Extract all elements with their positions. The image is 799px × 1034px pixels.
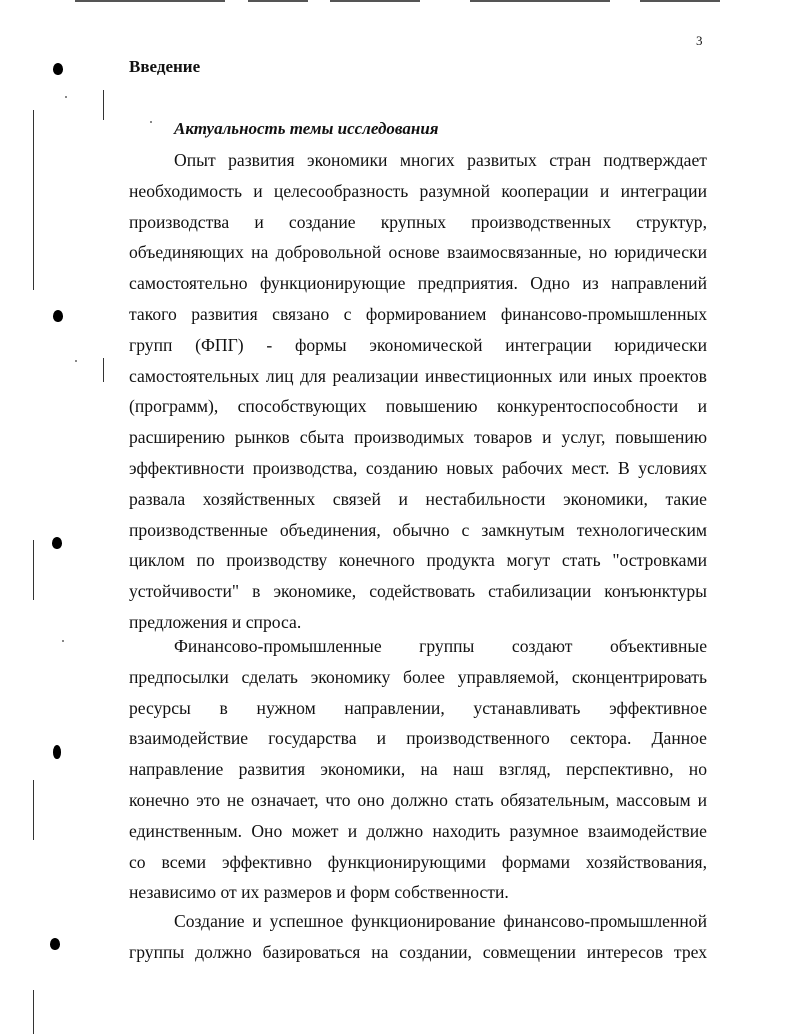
paragraph-1 bbox=[129, 145, 707, 638]
text-line: предложения и спроса. bbox=[129, 611, 302, 632]
text-line: группы должно базироваться на создании, совмещении интересов трех bbox=[129, 941, 707, 962]
scan-speck bbox=[65, 96, 67, 98]
text-line: единственным. Оно может и должно находить разумное взаимодействие bbox=[129, 820, 707, 841]
scan-edge-mark bbox=[640, 0, 720, 2]
scan-edge-mark bbox=[470, 0, 610, 2]
text-line: предпосылки сделать экономику более управляемой, сконцентрировать bbox=[129, 666, 707, 687]
text-line: производственные объединения, обычно с замкнутым технологическим bbox=[129, 519, 707, 540]
text-line: самостоятельно функционирующие предприятия. Одно из направлений bbox=[129, 273, 707, 294]
scan-speck bbox=[75, 360, 77, 362]
text-line: такого развития связано с формированием финансово-промышленных bbox=[129, 303, 707, 324]
text-line: независимо от их размеров и форм собственности. bbox=[129, 882, 509, 903]
text-line: Опыт развития экономики многих развитых стран подтверждает bbox=[174, 150, 707, 170]
scan-edge-mark bbox=[75, 0, 225, 2]
text-line: Создание и успешное функционирование финансово-промышленной bbox=[174, 911, 707, 931]
binding-margin-line bbox=[33, 110, 34, 290]
binding-margin-line bbox=[103, 90, 104, 120]
binding-margin-line bbox=[33, 540, 34, 600]
binding-margin-line bbox=[103, 358, 104, 382]
text-line: эффективности производства, созданию новых рабочих мест. В условиях bbox=[129, 457, 707, 478]
text-line: ресурсы в нужном направлении, устанавливать эффективное bbox=[129, 697, 707, 718]
text-line: взаимодействие государства и производственного сектора. Данное bbox=[129, 728, 707, 749]
scan-speck bbox=[62, 640, 64, 642]
paragraph-2 bbox=[129, 631, 707, 908]
punch-hole-mark bbox=[50, 938, 60, 950]
text-line: направление развития экономики, на наш взгляд, перспективно, но bbox=[129, 759, 707, 780]
text-line: производства и создание крупных производственных структур, bbox=[129, 211, 707, 232]
text-line: объединяющих на добровольной основе взаимосвязанные, но юридически bbox=[129, 242, 707, 263]
punch-hole-mark bbox=[53, 310, 63, 322]
text-line: (программ), способствующих повышению конкурентоспособности и bbox=[129, 396, 707, 417]
subsection-heading: Актуальность темы исследования bbox=[174, 119, 439, 138]
page-number: 3 bbox=[696, 33, 703, 48]
text-line: групп (ФПГ) - формы экономической интеграции юридически bbox=[129, 334, 707, 355]
text-line: развала хозяйственных связей и нестабильности экономики, такие bbox=[129, 488, 707, 509]
scan-edge-mark bbox=[248, 0, 308, 2]
scan-edge-mark bbox=[330, 0, 420, 2]
text-line: расширению рынков сбыта производимых товаров и услуг, повышению bbox=[129, 427, 707, 448]
punch-hole-mark bbox=[53, 63, 63, 75]
punch-hole-mark bbox=[53, 745, 61, 759]
paragraph-3 bbox=[129, 906, 707, 968]
text-line: необходимость и целесообразность разумной кооперации и интеграции bbox=[129, 180, 707, 201]
text-line: самостоятельных лиц для реализации инвестиционных или иных проектов bbox=[129, 365, 707, 386]
scan-speck bbox=[150, 121, 152, 123]
punch-hole-mark bbox=[52, 537, 62, 549]
text-line: конечно это не означает, что оно должно стать обязательным, массовым и bbox=[129, 789, 707, 810]
section-heading: Введение bbox=[129, 57, 201, 76]
text-line: циклом по производству конечного продукта могут стать "островками bbox=[129, 550, 707, 571]
text-line: Финансово-промышленные группы создают объективные bbox=[174, 636, 707, 656]
binding-margin-line bbox=[33, 990, 34, 1034]
text-line: устойчивости" в экономике, содействовать стабилизации конъюнктуры bbox=[129, 581, 707, 602]
binding-margin-line bbox=[33, 780, 34, 840]
text-line: со всеми эффективно функционирующими формами хозяйствования, bbox=[129, 851, 707, 872]
